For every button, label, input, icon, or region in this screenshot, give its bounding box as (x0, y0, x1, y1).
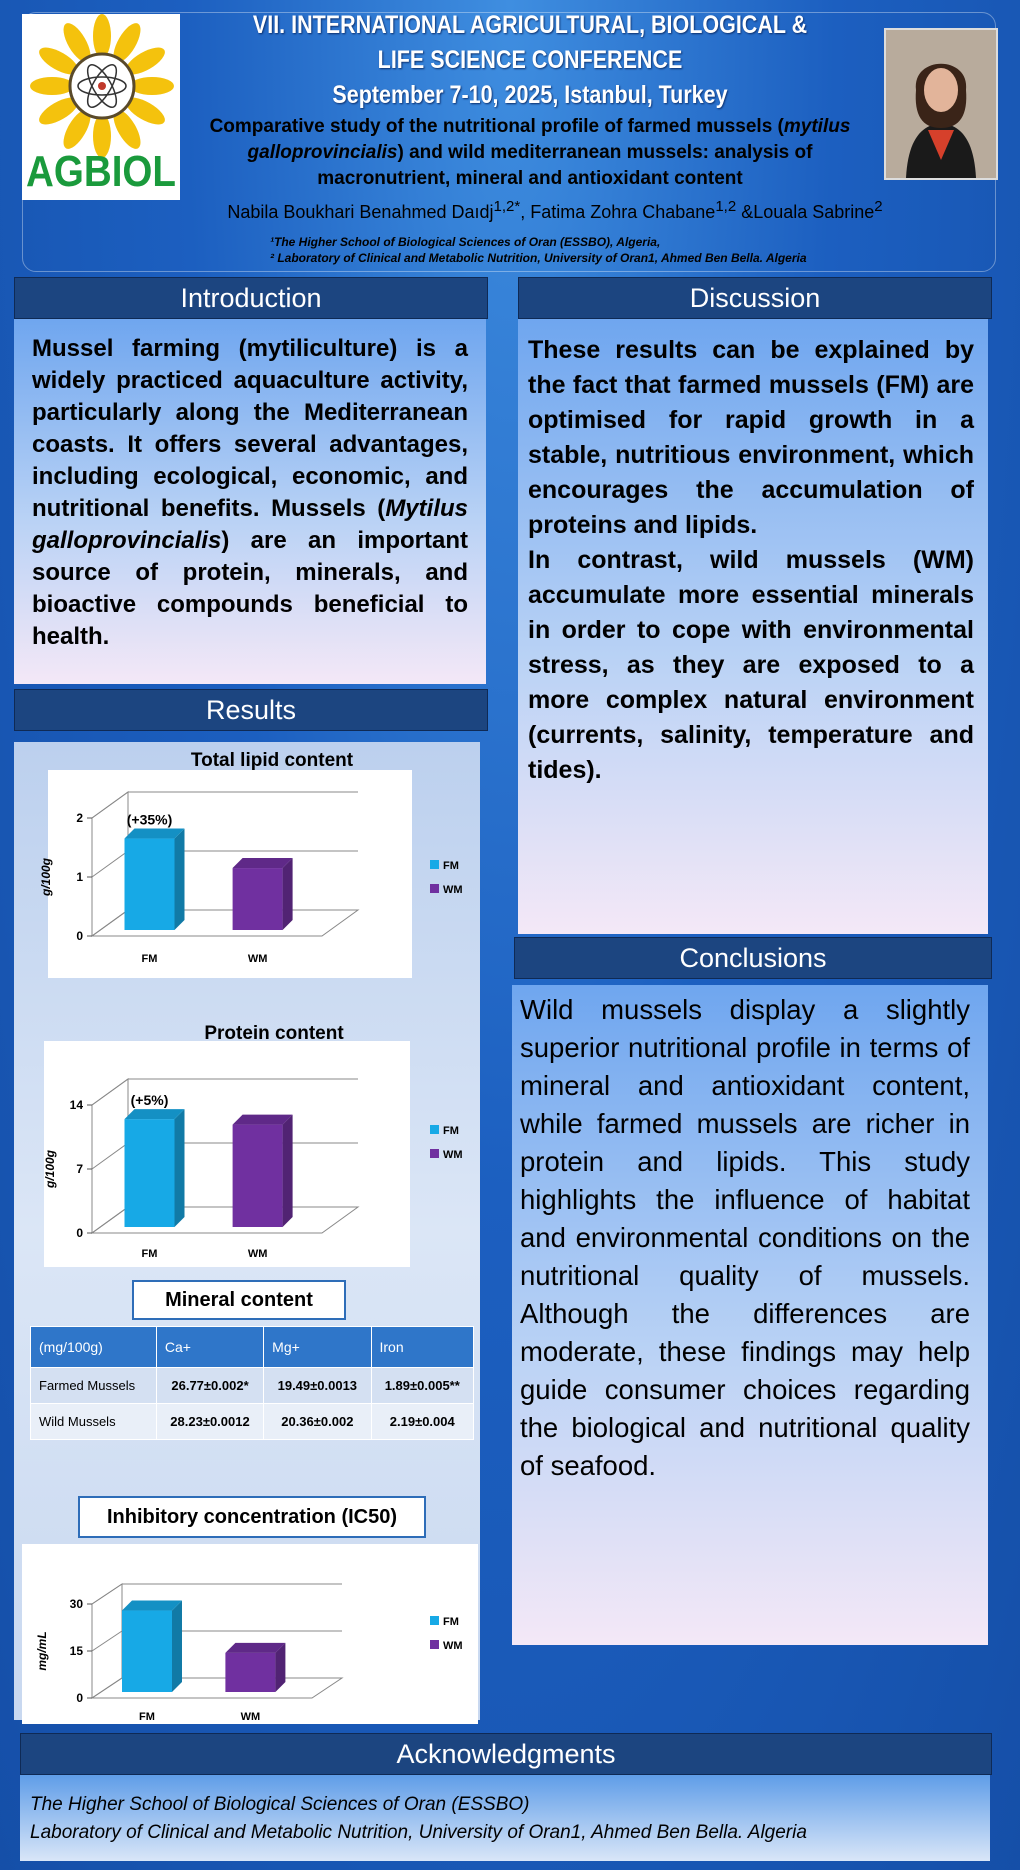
bar (125, 1119, 175, 1227)
mineral-header-mg: Mg+ (264, 1327, 371, 1368)
x-tick-label: WM (247, 1248, 268, 1260)
lipid-chart (22, 748, 478, 1010)
gridline (92, 1678, 122, 1698)
bar-side (283, 858, 293, 930)
chart-card (48, 770, 412, 978)
bar-side (283, 1115, 293, 1227)
mineral-header-iron: Iron (371, 1327, 474, 1368)
bar-top (125, 1109, 185, 1119)
discussion-paragraph-2: In contrast, wild mussels (WM) accumulate more essential minerals in order to cope with environmental stress, as they are exposed to a more complex natural environment (currents, salinity, temperature and tides). (528, 546, 974, 784)
introduction-panel (14, 319, 486, 684)
conclusions-text: Wild mussels display a slightly superior nutritional profile in terms of mineral and antioxidant content, while farmed mussels are richer in protein and lipids. This study highlights the influence of habitat and environmental conditions on the nutritional quality of mussels. Although the differences are moderate, these findings may help guide consumer choices regarding the biological and nutritional quality of seafood. (520, 994, 970, 1481)
author-list: Nabila Boukhari Benahmed Daıdj$^{1,2*}$, Fatima Zohra Chabane$^{1,2}$ &Louala Sabrine$^2$ (227, 198, 883, 222)
table-row: Farmed Mussels 26.77±0.002* 19.49±0.0013 1.89±0.005** (31, 1368, 474, 1404)
conference-line-1: VII. INTERNATIONAL AGRICULTURAL, BIOLOGICAL & (252, 11, 808, 39)
x-tick-label: WM (247, 953, 268, 965)
bar-top (125, 829, 185, 839)
paper-title: Comparative study of the nutritional profile of farmed mussels (mytilus galloprovincialis) and wild mediterranean mussels: analysis of macronutrient, mineral and antioxidant content (209, 116, 851, 189)
bar (122, 1611, 172, 1692)
svg-text:AGBIOL: AGBIOL (26, 147, 176, 196)
bar-top (233, 858, 293, 868)
legend-swatch (430, 860, 439, 869)
conclusions-panel (512, 985, 988, 1645)
ic50-chart (22, 1544, 478, 1724)
y-tick-label: 30 (69, 1597, 83, 1611)
chart-title: Total lipid content (190, 750, 354, 771)
discussion-heading: Discussion (518, 277, 992, 319)
legend-label: FM (443, 1125, 459, 1137)
bar (233, 1125, 283, 1227)
discussion-paragraph-1: These results can be explained by the fact that farmed mussels (FM) are optimised for rapid growth in a stable, nutritious environment, which encourages the accumulation of proteins and lipids. (528, 336, 974, 539)
affiliation-2: ² Laboratory of Clinical and Metabolic Nutrition, University of Oran1, Ahmed Ben Bella. Algeria (270, 251, 807, 265)
legend-swatch (430, 1616, 439, 1625)
introduction-heading: Introduction (14, 277, 488, 319)
acknowledgments-heading: Acknowledgments (20, 1733, 992, 1775)
x-tick-label: FM (141, 953, 158, 965)
bar-top (225, 1643, 285, 1653)
ic50-title: Inhibitory concentration (IC50) (78, 1496, 426, 1538)
y-tick-label: 0 (76, 929, 83, 943)
legend-label: WM (443, 884, 463, 896)
legend-label: WM (443, 1640, 463, 1652)
author-photo (884, 28, 998, 180)
author-2: , Fatima Zohra Chabane (520, 202, 716, 222)
affiliation-1: ¹The Higher School of Biological Sciences of Oran (ESSBO), Algeria, (270, 235, 661, 249)
protein-chart-svg (22, 1017, 478, 1279)
bar-top (122, 1601, 182, 1611)
results-heading: Results (14, 689, 488, 731)
y-axis-label: g/100g (39, 857, 53, 897)
legend-swatch (430, 1640, 439, 1649)
x-tick-label: FM (139, 1711, 155, 1723)
y-tick-label: 0 (76, 1691, 83, 1705)
legend-swatch (430, 1149, 439, 1158)
conference-line-2: LIFE SCIENCE CONFERENCE (377, 46, 683, 74)
conference-title (229, 8, 831, 113)
species-name: mytilus galloprovincialis (247, 116, 851, 163)
gridline (92, 1584, 122, 1604)
chart-title: Protein content (204, 1023, 344, 1044)
mineral-header-unit: (mg/100g) (31, 1327, 157, 1368)
y-tick-label: 7 (76, 1162, 83, 1176)
mineral-table (30, 1326, 474, 1440)
legend-label: WM (443, 1149, 463, 1161)
bar-side (175, 829, 185, 930)
y-tick-label: 2 (76, 811, 83, 825)
y-tick-label: 14 (69, 1098, 83, 1112)
y-tick-label: 15 (69, 1644, 83, 1658)
sunflower-logo-icon (22, 14, 180, 200)
data-annotation: (+5%) (130, 1092, 169, 1109)
ack-line-2: Laboratory of Clinical and Metabolic Nutrition, University of Oran1, Ahmed Ben Bella. Algeria (30, 1822, 807, 1843)
acknowledgments-panel (20, 1775, 990, 1861)
person-portrait-icon (886, 30, 996, 178)
y-axis-label: mg/mL (35, 1631, 49, 1671)
introduction-text: Mussel farming (mytiliculture) is a widely practiced aquaculture activity, particularly along the Mediterranean coasts. It offers several advantages, including ecological, economic, and nutritional benefits. Mussels (Mytilus galloprovincialis) are an important source of protein, minerals, and bioactive compounds beneficial to health. (32, 335, 468, 650)
lipid-chart-svg (22, 748, 478, 1010)
agbiol-logo (22, 14, 180, 200)
gridline (92, 1631, 122, 1651)
acknowledgments-text (20, 1775, 990, 1847)
bar-side (172, 1601, 182, 1692)
y-tick-label: 0 (76, 1226, 83, 1240)
legend-label: FM (443, 1616, 459, 1628)
y-axis-label: g/100g (43, 1149, 57, 1189)
y-tick-label: 1 (76, 870, 83, 884)
x-tick-label: WM (240, 1711, 261, 1723)
mineral-title: Mineral content (132, 1280, 346, 1320)
bar (125, 839, 175, 930)
author-3: &Louala Sabrine (736, 202, 875, 222)
bar-top (233, 1115, 293, 1125)
ic50-chart-svg (22, 1544, 478, 1724)
discussion-panel (518, 319, 988, 934)
ack-line-1: The Higher School of Biological Sciences of Oran (ESSBO) (30, 1794, 530, 1815)
legend-label: FM (443, 860, 459, 872)
author-1: Nabila Boukhari Benahmed Daıdj (227, 202, 494, 222)
legend-swatch (430, 1125, 439, 1134)
data-annotation: (+35%) (126, 811, 173, 828)
affiliations (270, 234, 970, 266)
conference-dates: September 7-10, 2025, Istanbul, Turkey (332, 81, 728, 109)
bar-side (175, 1109, 185, 1227)
bar (233, 868, 283, 930)
bar (225, 1653, 275, 1692)
mineral-header-ca: Ca+ (156, 1327, 263, 1368)
discussion-text (518, 319, 988, 788)
intro-species-name: Mytilus galloprovincialis (32, 495, 468, 554)
legend-swatch (430, 884, 439, 893)
conclusions-heading: Conclusions (514, 937, 992, 979)
protein-chart (22, 1017, 478, 1279)
table-row: Wild Mussels 28.23±0.0012 20.36±0.002 2.19±0.004 (31, 1404, 474, 1440)
x-tick-label: FM (141, 1248, 158, 1260)
